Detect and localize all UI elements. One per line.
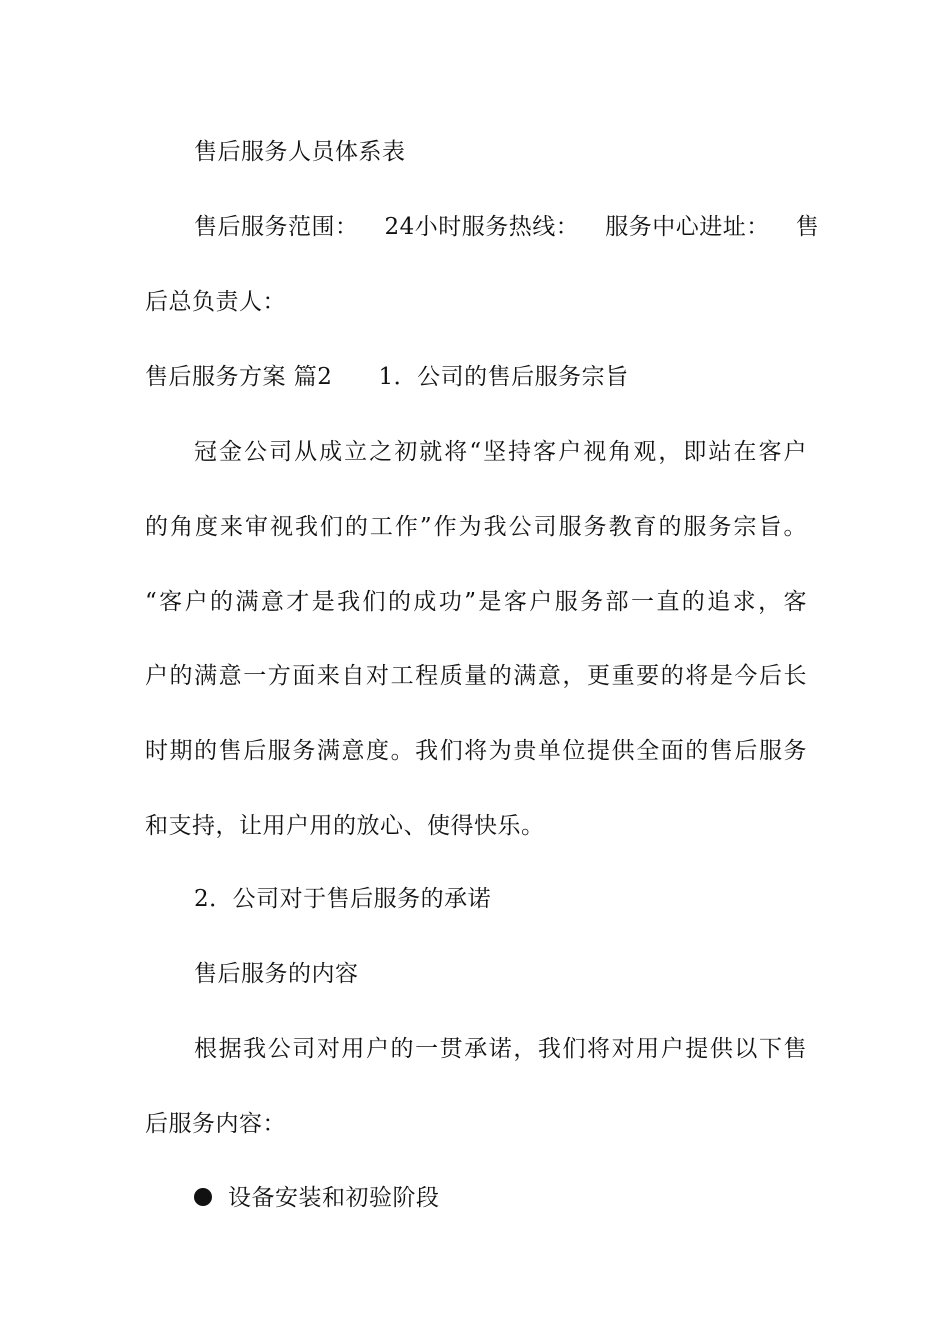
purpose-paragraph-line: “客户的满意才是我们的成功”是客户服务部一直的追求，客: [145, 589, 807, 615]
roster-title: 售后服务人员体系表: [194, 139, 406, 165]
item2-heading: 2．公司对于售后服务的承诺: [194, 886, 492, 912]
content-heading: 售后服务的内容: [194, 961, 359, 987]
bullet-item-text: 设备安装和初验阶段: [228, 1185, 440, 1211]
service-center-address-label: 服务中心进址：: [605, 214, 770, 240]
bullet-list-item: [194, 1183, 807, 1213]
purpose-paragraph-line: 冠金公司从成立之初就将“坚持客户视角观，即站在客户: [194, 439, 807, 465]
purpose-paragraph-line: 户的满意一方面来自对工程质量的满意，更重要的将是今后长: [145, 663, 807, 689]
service-info-line: [194, 212, 820, 242]
purpose-paragraph-line: 时期的售后服务满意度。我们将为贵单位提供全面的售后服务: [145, 738, 807, 764]
content-paragraph-line: 后服务内容：: [145, 1111, 286, 1137]
purpose-paragraph-line: 和支持，让用户用的放心、使得快乐。: [145, 813, 545, 839]
content-paragraph-line: 根据我公司对用户的一贯承诺，我们将对用户提供以下售: [194, 1036, 807, 1062]
purpose-paragraph-line: 的角度来审视我们的工作”作为我公司服务教育的服务宗旨。: [145, 514, 807, 540]
service-scope-label: 售后服务范围：: [194, 214, 359, 240]
head-label-continued: 后总负责人：: [145, 289, 286, 315]
item1-heading: 1．公司的售后服务宗旨: [378, 364, 629, 390]
hotline-label: 24小时服务热线：: [384, 214, 580, 240]
head-label-start: 售: [795, 214, 820, 240]
section-label: 售后服务方案 篇2: [145, 364, 333, 390]
bullet-icon: [194, 1188, 212, 1206]
section-heading-line: [145, 362, 807, 392]
